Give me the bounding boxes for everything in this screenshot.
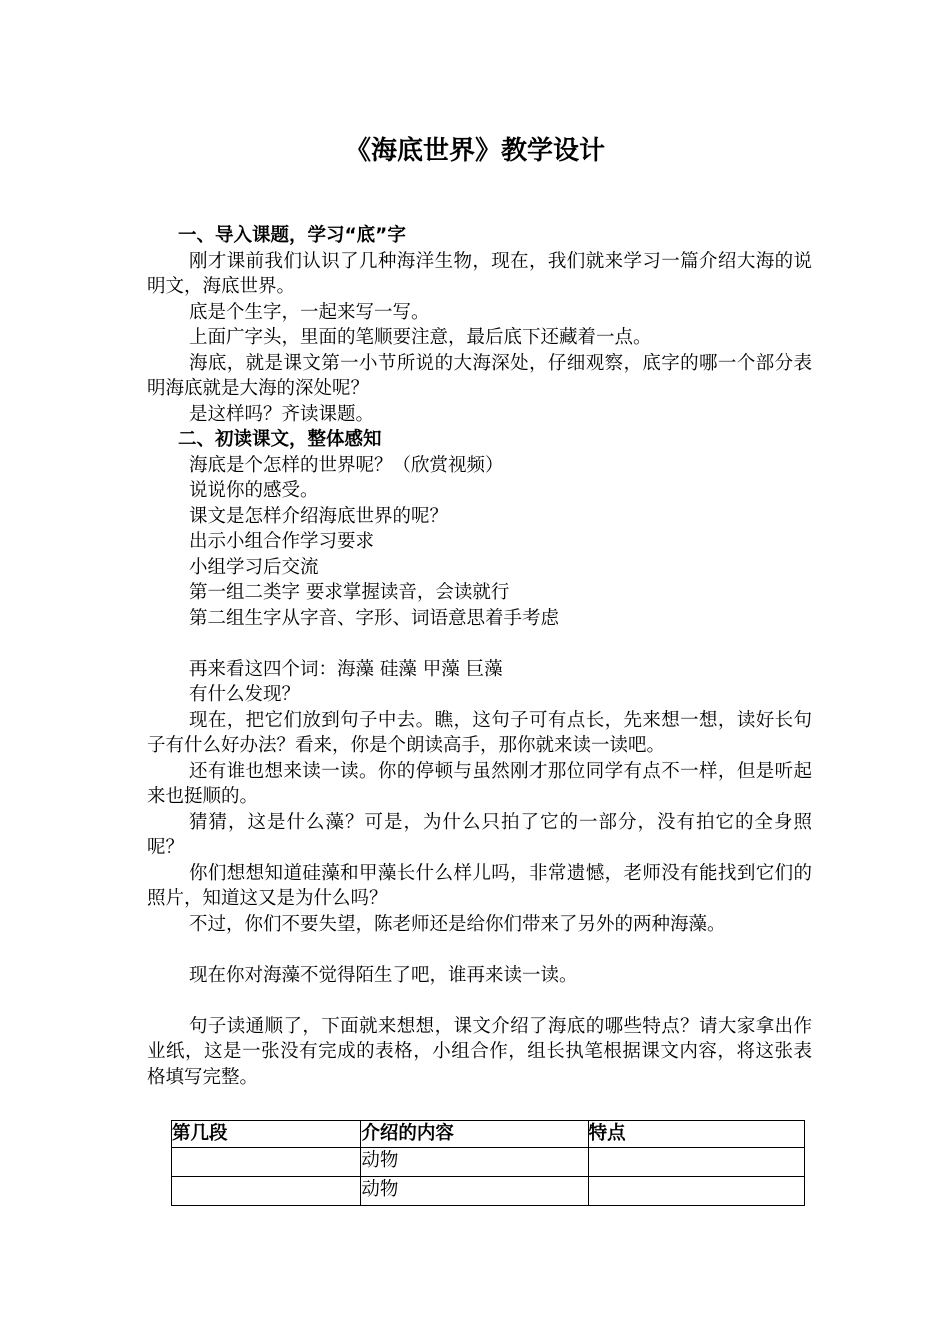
paragraph: 现在，把它们放到句子中去。瞧，这句子可有点长，先来想一想，读好长句子有什么好办法？看来，你是个朗读高手，那你就来读一读吧。 (147, 709, 812, 756)
table-header-row (172, 1121, 805, 1148)
paragraph: 猜猜，这是什么藻？可是，为什么只拍了它的一部分，没有拍它的全身照呢？ (147, 811, 812, 858)
worksheet-table (171, 1120, 805, 1206)
paragraph: 句子读通顺了，下面就来想想，课文介绍了海底的哪些特点？请大家拿出作业纸，这是一张没有完成的表格，小组合作，组长执笔根据课文内容，将这张表格填写完整。 (147, 1015, 812, 1088)
table-cell (588, 1148, 804, 1177)
paragraph: 课文是怎样介绍海底世界的呢？ (189, 505, 449, 527)
section-heading: 二、初读课文，整体感知 (178, 429, 382, 450)
paragraph: 海底是个怎样的世界呢？（欣赏视频） (189, 454, 504, 476)
blank-line (147, 988, 812, 1014)
paragraph: 上面广字头，里面的笔顺要注意，最后底下还藏着一点。 (189, 327, 652, 348)
paragraph: 还有谁也想来读一读。你的停顿与虽然刚才那位同学有点不一样，但是听起来也挺顺的。 (147, 760, 812, 807)
paragraph: 你们想想知道硅藻和甲藻长什么样儿吗，非常遗憾，老师没有能找到它们的照片，知道这又是为什么吗？ (147, 862, 812, 909)
table-cell: 动物 (361, 1177, 588, 1206)
blank-line (147, 937, 812, 963)
paragraph: 第二组生字从字音、字形、词语意思着手考虑 (189, 607, 560, 629)
table-row (172, 1177, 805, 1206)
paragraph: 现在你对海藻不觉得陌生了吧，谁再来读一读。 (189, 964, 578, 986)
paragraph: 是这样吗？齐读课题。 (189, 403, 375, 425)
document-body (147, 223, 812, 1090)
paragraph: 再来看这四个词：海藻 硅藻 甲藻 巨藻 (189, 658, 503, 680)
document-title: 《海底世界》教学设计 (344, 136, 605, 166)
paragraph: 出示小组合作学习要求 (189, 531, 375, 552)
paragraph: 说说你的感受。 (189, 480, 319, 501)
section-heading: 一、导入课题，学习“底”字 (178, 225, 406, 246)
blank-line (147, 631, 812, 657)
column-header: 第几段 (172, 1121, 361, 1148)
paragraph: 有什么发现？ (189, 684, 301, 705)
paragraph: 第一组二类字 要求掌握读音，会读就行 (189, 582, 510, 603)
paragraph: 不过，你们不要失望，陈老师还是给你们带来了另外的两种海藻。 (189, 913, 726, 935)
paragraph: 小组学习后交流 (189, 556, 319, 578)
column-header: 特点 (588, 1121, 804, 1148)
table-cell (172, 1177, 361, 1206)
paragraph: 海底，就是课文第一小节所说的大海深处，仔细观察，底字的哪一个部分表明海底就是大海的深处呢？ (147, 352, 812, 399)
table-cell: 动物 (361, 1148, 588, 1177)
paragraph: 底是个生字，一起来写一写。 (189, 301, 430, 323)
paragraph: 刚才课前我们认识了几种海洋生物，现在，我们就来学习一篇介绍大海的说明文，海底世界。 (147, 250, 812, 297)
table-cell (588, 1177, 804, 1206)
column-header: 介绍的内容 (361, 1121, 588, 1148)
table-cell (172, 1148, 361, 1177)
table-row (172, 1148, 805, 1177)
